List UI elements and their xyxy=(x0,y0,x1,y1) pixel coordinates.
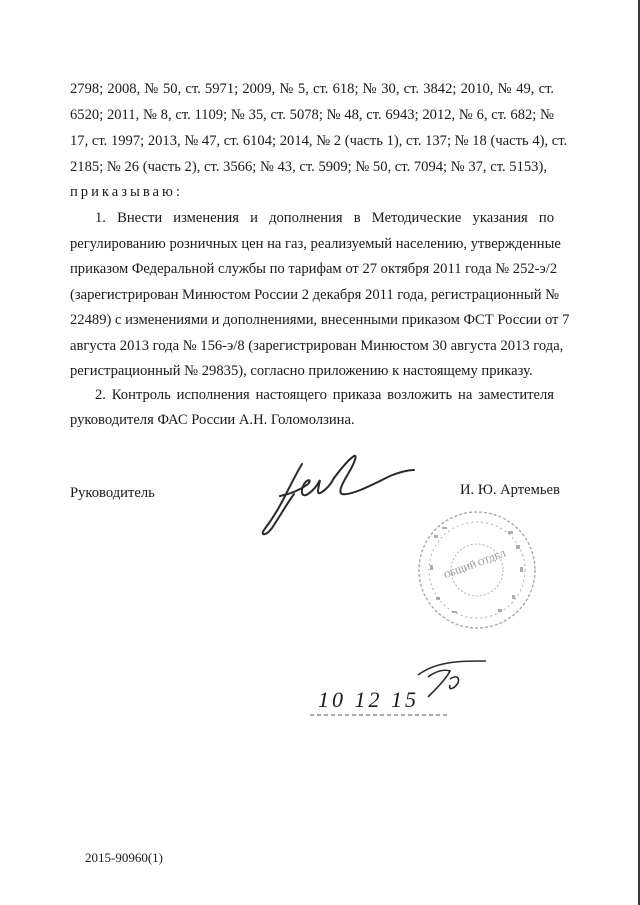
order-word: приказываю: xyxy=(70,184,183,200)
body-line-2: 6520; 2011, № 8, ст. 1109; № 35, ст. 5078; № 48, ст. 6943; 2012, № 6, ст. 682; № xyxy=(70,107,554,123)
item1-line-5: 22489) с изменениями и дополнениями, внесенными приказом ФСТ России от 7 xyxy=(70,312,570,328)
item2-line-2: руководителя ФАС России А.Н. Голомолзина. xyxy=(70,412,355,428)
body-line-1: 2798; 2008, № 50, ст. 5971; 2009, № 5, ст. 618; № 30, ст. 3842; 2010, № 49, ст. xyxy=(70,81,554,97)
item1-line-3: приказом Федеральной службы по тарифам от 27 октября 2011 года № 252-э/2 xyxy=(70,261,558,277)
handwritten-signature xyxy=(250,450,420,540)
item1-line-7: регистрационный № 29835), согласно приложению к настоящему приказу. xyxy=(70,363,533,379)
registration-date-mark xyxy=(300,655,510,725)
signatory-name: И. Ю. Артемьев xyxy=(460,482,560,498)
item1-line-2: регулированию розничных цен на газ, реализуемый населению, утвержденные xyxy=(70,236,561,252)
body-line-4: 2185; № 26 (часть 2), ст. 3566; № 43, ст. 5909; № 50, ст. 7094; № 37, ст. 5153), xyxy=(70,159,547,175)
item1-line-1: 1. Внести изменения и дополнения в Методические указания по xyxy=(95,210,554,226)
item1-line-6: августа 2013 года № 156-э/8 (зарегистрирован Минюстом 30 августа 2013 года, xyxy=(70,338,564,354)
body-line-3: 17, ст. 1997; 2013, № 47, ст. 6104; 2014, № 2 (часть 1), ст. 137; № 18 (часть 4), ст. xyxy=(70,133,568,149)
stamp-text: ОБЩИЙ ОТДЕЛ xyxy=(442,548,508,581)
item1-line-4: (зарегистрирован Минюстом России 2 декабря 2011 года, регистрационный № xyxy=(70,287,560,303)
document-code: 2015-90960(1) xyxy=(85,850,163,865)
signature-title: Руководитель xyxy=(70,485,155,501)
official-stamp xyxy=(412,505,542,635)
item2-line-1: 2. Контроль исполнения настоящего приказа возложить на заместителя xyxy=(95,387,554,403)
date-text: 10 12 15 xyxy=(318,687,419,712)
